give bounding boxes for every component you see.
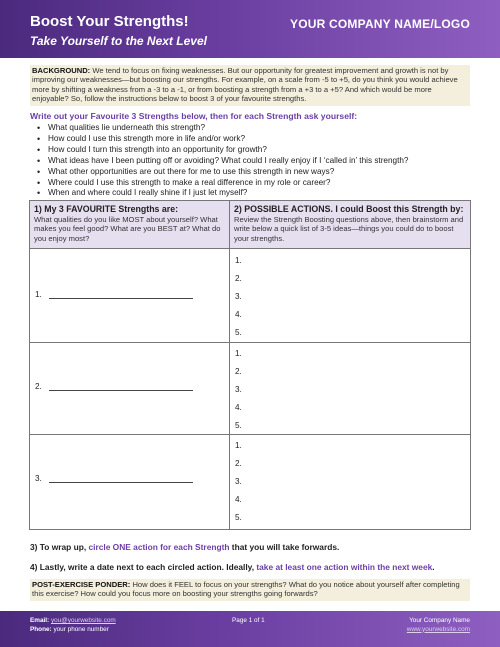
background-label: BACKGROUND: — [32, 66, 91, 75]
background-note — [30, 65, 470, 106]
strength-cell — [30, 249, 230, 342]
question-item: • When and where could I really shine if I just let myself? — [48, 188, 408, 199]
question-list — [48, 123, 408, 199]
strength-row — [30, 435, 470, 529]
strength-number: 1. — [35, 290, 42, 299]
strength-row — [30, 249, 470, 343]
action-number: 5. — [235, 328, 242, 337]
question-item: • How could I turn this strength into an opportunity for growth? — [48, 145, 408, 156]
action-number: 2. — [235, 367, 242, 376]
background-text: We tend to focus on fixing weaknesses. But our opportunity for greatest improvement and growth is not by improving our weaknesses—but boosting our strengths. For example, on a scale from -5 to +5, do you think you would achieve more by shifting a weakness from a -3 to a -1, or from boosting a strength from a +3 to a +5? And which would be more enjoyable? So, follow the instructions below to boost 3 of your favourite strengths. — [32, 66, 458, 104]
action-number: 3. — [235, 292, 242, 301]
ponder-label: POST-EXERCISE PONDER: — [32, 580, 131, 589]
page-footer — [0, 611, 500, 647]
strength-row — [30, 343, 470, 435]
date-step-prefix: 4) Lastly, write a date next to each circled action. Ideally, — [30, 562, 257, 572]
strength-cell — [30, 343, 230, 434]
question-item: • What ideas have I been putting off or avoiding? What could I really enjoy if I ‘called in’ this strength? — [48, 156, 408, 167]
action-number: 3. — [235, 385, 242, 394]
wrap-up-suffix: that you will take forwards. — [229, 542, 340, 552]
date-step — [30, 562, 435, 572]
phone-number: your phone number — [53, 625, 109, 633]
wrap-up-step — [30, 542, 339, 552]
action-number: 3. — [235, 477, 242, 486]
wrap-up-prefix: 3) To wrap up, — [30, 542, 89, 552]
action-number: 1. — [235, 441, 242, 450]
instructions: Write out your Favourite 3 Strengths below, then for each Strength ask yourself: — [30, 111, 358, 121]
question-item: • What qualities lie underneath this strength? — [48, 123, 408, 134]
action-number: 4. — [235, 403, 242, 412]
footer-contact — [30, 617, 116, 634]
strengths-heading: 1) My 3 FAVOURITE Strengths are: — [34, 204, 179, 214]
wrap-up-highlight: circle ONE action for each Strength — [88, 542, 230, 552]
date-step-suffix: . — [432, 562, 435, 572]
strength-number: 3. — [35, 474, 42, 483]
footer-company — [407, 617, 470, 634]
action-number: 4. — [235, 310, 242, 319]
company-logo: YOUR COMPANY NAME/LOGO — [290, 17, 470, 31]
action-number: 4. — [235, 495, 242, 504]
date-step-highlight: take at least one action within the next week — [256, 562, 433, 572]
email-link[interactable]: you@yourwebsite.com — [50, 617, 116, 624]
action-number: 2. — [235, 459, 242, 468]
question-item: • How could I use this strength more in life and/or work? — [48, 134, 408, 145]
question-item: • What other opportunities are out there for me to use this strength in new ways? — [48, 167, 408, 178]
ponder-text: How does it FEEL to focus on your strengths? What do you notice about yourself after completing this exercise? How could you focus more on boosting your strengths going forwards? — [32, 580, 460, 599]
actions-description: Review the Strength Boosting questions above, then brainstorm and write below a quick list of 3-5 ideas—things you could do to boost your strengths. — [234, 215, 464, 243]
email-label: Email: — [30, 617, 50, 624]
action-number: 2. — [235, 274, 242, 283]
action-number: 1. — [235, 349, 242, 358]
post-exercise-ponder — [30, 579, 470, 601]
strengths-table — [29, 200, 471, 530]
website-link[interactable]: www.yourwebsite.com — [406, 625, 470, 633]
phone-label: Phone: — [30, 625, 52, 633]
page-header — [0, 0, 500, 58]
question-item: • Where could I use this strength to make a real difference in my role or career? — [48, 178, 408, 189]
company-name: Your Company Name — [409, 617, 470, 624]
strength-answer-line[interactable] — [49, 390, 193, 391]
strength-answer-line[interactable] — [49, 482, 193, 483]
strength-cell — [30, 435, 230, 529]
strength-number: 2. — [35, 382, 42, 391]
table-header — [30, 201, 470, 249]
page-number: Page 1 of 1 — [232, 617, 265, 624]
page-subtitle: Take Yourself to the Next Level — [30, 34, 207, 48]
strengths-column-header — [30, 201, 230, 249]
action-number: 1. — [235, 256, 242, 265]
strength-answer-line[interactable] — [49, 298, 193, 299]
action-number: 5. — [235, 513, 242, 522]
actions-heading: 2) POSSIBLE ACTIONS. I could Boost this Strength by: — [234, 204, 464, 214]
page-title: Boost Your Strengths! — [30, 13, 189, 30]
strengths-description: What qualities do you like MOST about yourself? What makes you feel good? What are you BEST at? What do you enjoy most? — [34, 215, 221, 243]
action-number: 5. — [235, 421, 242, 430]
actions-column-header — [230, 201, 470, 249]
